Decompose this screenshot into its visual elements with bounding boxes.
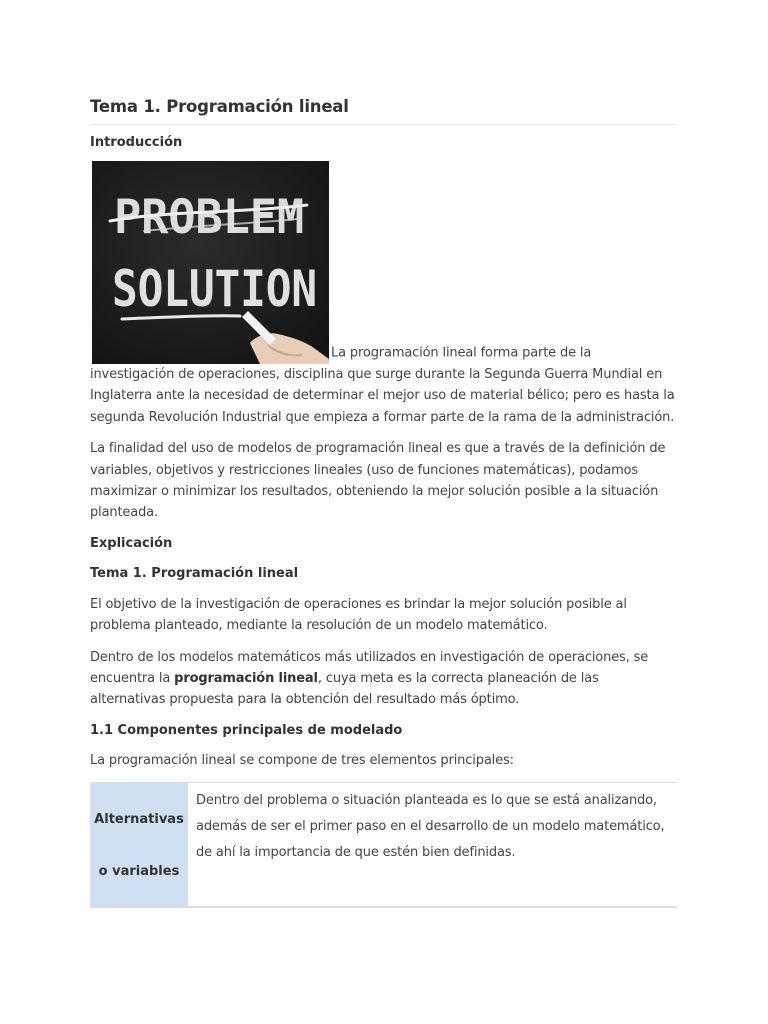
chalk-text-problem: PROBLEM (114, 190, 304, 245)
components-table (90, 782, 677, 908)
page-title: Tema 1. Programación lineal (90, 95, 677, 125)
explanation-heading: Explicación (90, 535, 173, 551)
explanation-paragraph-1: El objetivo de la investigación de operaciones es brindar la mejor solución posible al problema planteado, mediante la resolución de un modelo matemático. (90, 596, 627, 634)
intro-heading: Introducción (90, 135, 183, 150)
section-heading: 1.1 Componentes principales de modelado (90, 722, 403, 738)
article-content (90, 95, 677, 908)
problem-solution-image (92, 161, 329, 364)
intro-paragraph-2: La finalidad del uso de modelos de programación lineal es que a través de la definición de variables, objetivos y restricciones lineales (uso de funciones matemáticas), podamos maximizar o minimizar los resultados, obteniendo la mejor solución posible a la situación planteada. (90, 441, 666, 521)
explanation-paragraph-2: Dentro de los modelos matemáticos más utilizados en investigación de operaciones, se encuentra la programación lineal, cuya meta es la correcta planeación de las alternativas propuesta para la obtención del resultado más óptimo. (90, 649, 649, 708)
bold-term: programación lineal (174, 671, 318, 687)
section-paragraph: La programación lineal se compone de tres elementos principales: (90, 752, 514, 768)
table-body-cell: Dentro del problema o situación planteada es lo que se está analizando, además de ser el primer paso en el desarrollo de un modelo matemático, de ahí la importancia de que estén bien definidas. (196, 793, 665, 861)
intro-paragraph-1: PROBLEM SOLUTION La programación lineal forma parte de la investigación de operaciones, disciplina que surge durante la Segunda Guerra Mundial en Inglaterra ante la necesidad de determinar el mejor uso de material bélico; pero es hasta la segunda Revolución Industrial que empieza a formar parte de la rama de la administración. (90, 161, 677, 428)
table-header-cell: Alternativas o variables (90, 783, 188, 906)
explanation-subheading: Tema 1. Programación lineal (90, 565, 299, 581)
chalk-text-solution: SOLUTION (112, 260, 317, 318)
